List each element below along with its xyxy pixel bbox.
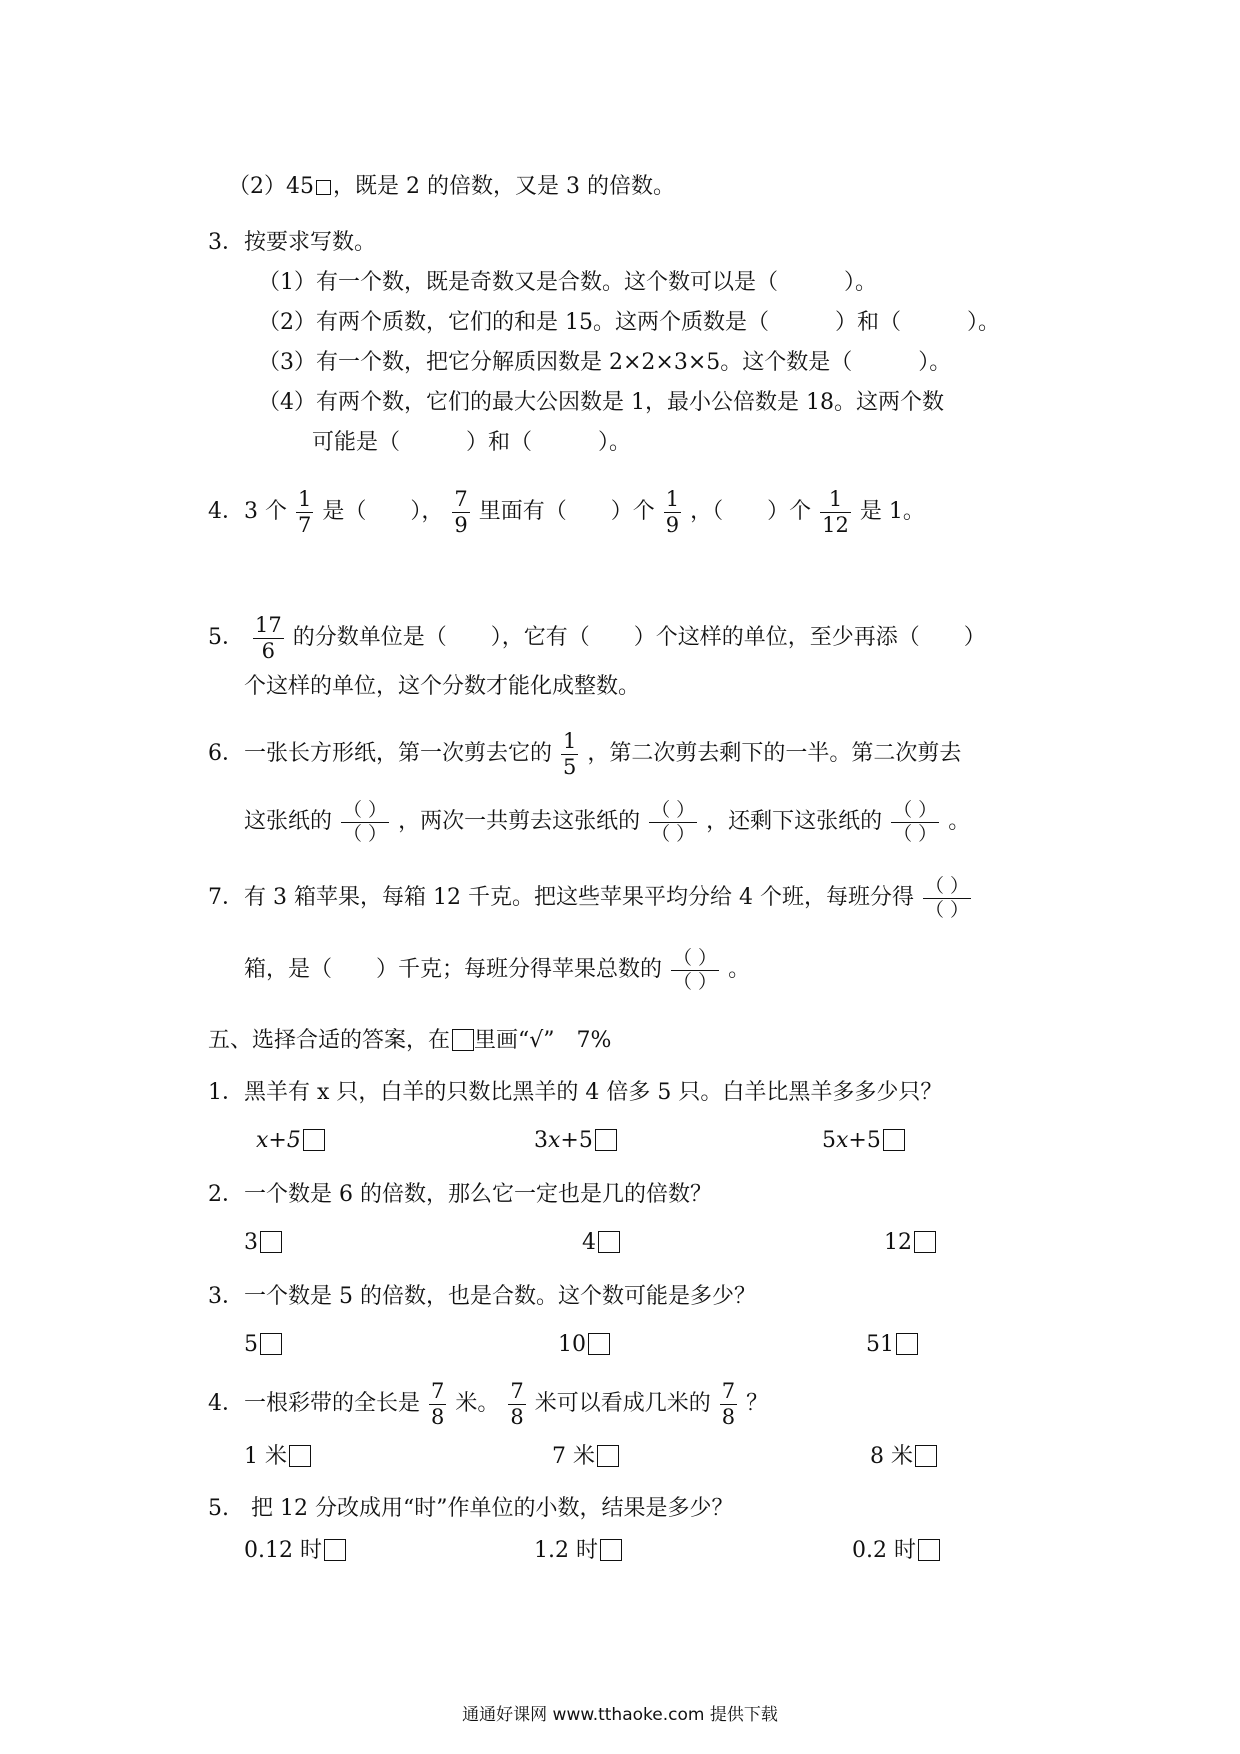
q3-sub4-cont: 可能是（ ）和（ ）。: [312, 430, 632, 455]
answer-checkbox[interactable]: [915, 1445, 937, 1467]
digit-blank-box[interactable]: [316, 180, 331, 195]
c3-option1: 5: [244, 1330, 282, 1360]
c3-option3: 51: [866, 1330, 918, 1360]
answer-checkbox[interactable]: [303, 1129, 325, 1151]
c5-option3: 0.2 时: [852, 1536, 940, 1566]
q6: 6．一张长方形纸，第一次剪去它的 $\frac{1}{5}$ ，第二次剪去剩下的一半。第二次剪去: [208, 728, 962, 779]
c3-option2: 10: [558, 1330, 610, 1360]
fraction: $\frac{7}{8}$: [431, 1378, 445, 1429]
choice-q1: 1．黑羊有 x 只，白羊的只数比黑羊的 4 倍多 5 只。白羊比黑羊多多少只？: [208, 1080, 943, 1105]
c1-option2: 3x+5: [534, 1126, 617, 1156]
c5-option2: 1.2 时: [534, 1536, 622, 1566]
choice-q4: 4．一根彩带的全长是 $\frac{7}{8}$ 米。 $\frac{7}{8}$ 米可以看成几米的 $\frac{7}{8}$ ？: [208, 1378, 769, 1429]
fraction: $\frac{1}{5}$: [563, 728, 577, 779]
choice-q2: 2．一个数是 6 的倍数，那么它一定也是几的倍数？: [208, 1182, 712, 1207]
answer-checkbox[interactable]: [289, 1445, 311, 1467]
q4: 4．3 个 $\frac{1}{7}$ 是（ ）， $\frac{7}{9}$ 里面有（ ）个 $\frac{1}{9}$ ，（ ）个 $\frac{1}{12}$ 是 1。: [208, 486, 925, 537]
q6-cont: 这张纸的 $\frac{( )}{( )}$ ，两次一共剪去这张纸的 $\frac{( )}{( )}$ ，还剩下这张纸的 $\frac{( )}{( )}$ 。: [244, 798, 971, 845]
answer-checkbox[interactable]: [914, 1231, 936, 1253]
answer-checkbox[interactable]: [595, 1129, 617, 1151]
fraction-blank[interactable]: $\frac{( )}{( )}$: [924, 874, 969, 921]
fraction: $\frac{17}{6}$: [255, 612, 282, 663]
fraction: $\frac{7}{8}$: [721, 1378, 736, 1429]
q3-sub3: （3）有一个数，把它分解质因数是 2×2×3×5。这个数是（ ）。: [258, 350, 952, 375]
fraction-blank[interactable]: $\frac{( )}{( )}$: [893, 798, 938, 845]
answer-checkbox[interactable]: [260, 1231, 282, 1253]
c4-option2: 7 米: [552, 1442, 619, 1472]
answer-checkbox[interactable]: [324, 1539, 346, 1561]
q5: 5． $\frac{17}{6}$ 的分数单位是（ ），它有（ ）个这样的单位，至少再添（ ）: [208, 612, 986, 663]
c1-option3: 5x+5: [822, 1126, 905, 1156]
answer-checkbox[interactable]: [600, 1539, 622, 1561]
q3-sub1: （1）有一个数，既是奇数又是合数。这个数可以是（ ）。: [258, 270, 877, 295]
section5-title: 五、选择合适的答案，在 里画“√” 7%: [208, 1028, 612, 1053]
q7: 7．有 3 箱苹果，每箱 12 千克。把这些苹果平均分给 4 个班，每班分得 $\frac{( )}{( )}$: [208, 874, 969, 921]
q7-cont: 箱，是（ ）千克；每班分得苹果总数的 $\frac{( )}{( )}$ 。: [244, 946, 751, 993]
fraction: $\frac{1}{12}$: [822, 486, 849, 537]
fraction: $\frac{7}{8}$: [510, 1378, 524, 1429]
c5-option1: 0.12 时: [244, 1536, 346, 1566]
answer-checkbox[interactable]: [896, 1333, 918, 1355]
q2-part2: （2）45 ，既是 2 的倍数，又是 3 的倍数。: [228, 174, 675, 199]
c4-option1: 1 米: [244, 1442, 311, 1472]
fraction-blank[interactable]: $\frac{( )}{( )}$: [343, 798, 388, 845]
answer-checkbox[interactable]: [597, 1445, 619, 1467]
choice-q5: 5. 把 12 分改成用“时”作单位的小数，结果是多少？: [208, 1496, 734, 1521]
fraction: $\frac{1}{9}$: [665, 486, 680, 537]
answer-checkbox[interactable]: [598, 1231, 620, 1253]
answer-checkbox[interactable]: [588, 1333, 610, 1355]
choice-q3: 3．一个数是 5 的倍数，也是合数。这个数可能是多少？: [208, 1284, 756, 1309]
q5-cont: 个这样的单位，这个分数才能化成整数。: [244, 674, 641, 699]
answer-checkbox[interactable]: [918, 1539, 940, 1561]
fraction-blank[interactable]: $\frac{( )}{( )}$: [673, 946, 718, 993]
c2-option2: 4: [582, 1228, 620, 1258]
q3-sub2: （2）有两个质数，它们的和是 15。这两个质数是（ ）和（ ）。: [258, 310, 1000, 335]
answer-checkbox[interactable]: [260, 1333, 282, 1355]
answer-checkbox[interactable]: [883, 1129, 905, 1151]
c2-option3: 12: [884, 1228, 936, 1258]
c1-option1: x+5: [256, 1126, 325, 1156]
c2-option1: 3: [244, 1228, 282, 1258]
fraction: $\frac{1}{7}$: [298, 486, 312, 537]
c4-option3: 8 米: [870, 1442, 937, 1472]
fraction-blank[interactable]: $\frac{( )}{( )}$: [651, 798, 696, 845]
q3-title: 3．按要求写数。: [208, 230, 376, 255]
q3-sub4: （4）有两个数，它们的最大公因数是 1，最小公倍数是 18。这两个数: [258, 390, 944, 415]
footer-credit: 通通好课网 www.tthaoke.com 提供下载: [462, 1705, 778, 1725]
checkbox-sample: [452, 1029, 474, 1051]
fraction: $\frac{7}{9}$: [454, 486, 468, 537]
